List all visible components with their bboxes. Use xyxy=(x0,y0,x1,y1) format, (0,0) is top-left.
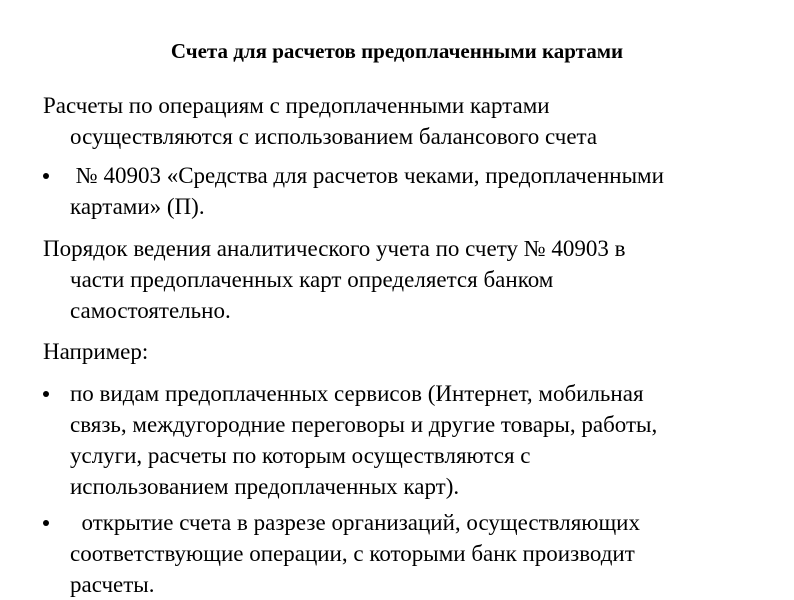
text-line: картами» (П). xyxy=(70,194,205,219)
text-line: соответствующие операции, с которыми банк производит xyxy=(70,541,635,566)
text-line: Расчеты по операциям с предоплаченными картами xyxy=(43,93,550,118)
bullet-item-account xyxy=(43,160,783,222)
text-line: части предоплаченных карт определяется банком xyxy=(70,267,554,292)
text-line: связь, междугородние переговоры и другие товары, работы, xyxy=(70,412,658,437)
text-line: Например: xyxy=(43,339,149,364)
text-line: открытие счета в разрезе организаций, осуществляющих xyxy=(70,510,640,535)
bullet-dot-icon xyxy=(43,520,49,526)
text-line: Порядок ведения аналитического учета по счету № 40903 в xyxy=(43,236,626,261)
text-line: самостоятельно. xyxy=(70,298,231,323)
paragraph-settlements xyxy=(43,90,783,152)
text-line: расчеты. xyxy=(70,572,155,597)
bullet-dot-icon xyxy=(43,391,49,397)
paragraph-analytics xyxy=(43,233,783,326)
bullet-item-services xyxy=(43,378,783,502)
text-line: по видам предоплаченных сервисов (Интернет, мобильная xyxy=(70,381,644,406)
paragraph-example xyxy=(43,336,783,367)
bullet-item-organizations xyxy=(43,507,783,600)
slide-title: Счета для расчетов предоплаченными картами xyxy=(170,39,624,63)
text-line: использованием предоплаченных карт). xyxy=(70,474,460,499)
text-line: № 40903 «Средства для расчетов чеками, предоплаченными xyxy=(70,163,664,188)
text-line: услуги, расчеты по которым осуществляются с xyxy=(70,443,531,468)
text-line: осуществляются с использованием балансового счета xyxy=(70,124,598,149)
bullet-dot-icon xyxy=(43,173,49,179)
